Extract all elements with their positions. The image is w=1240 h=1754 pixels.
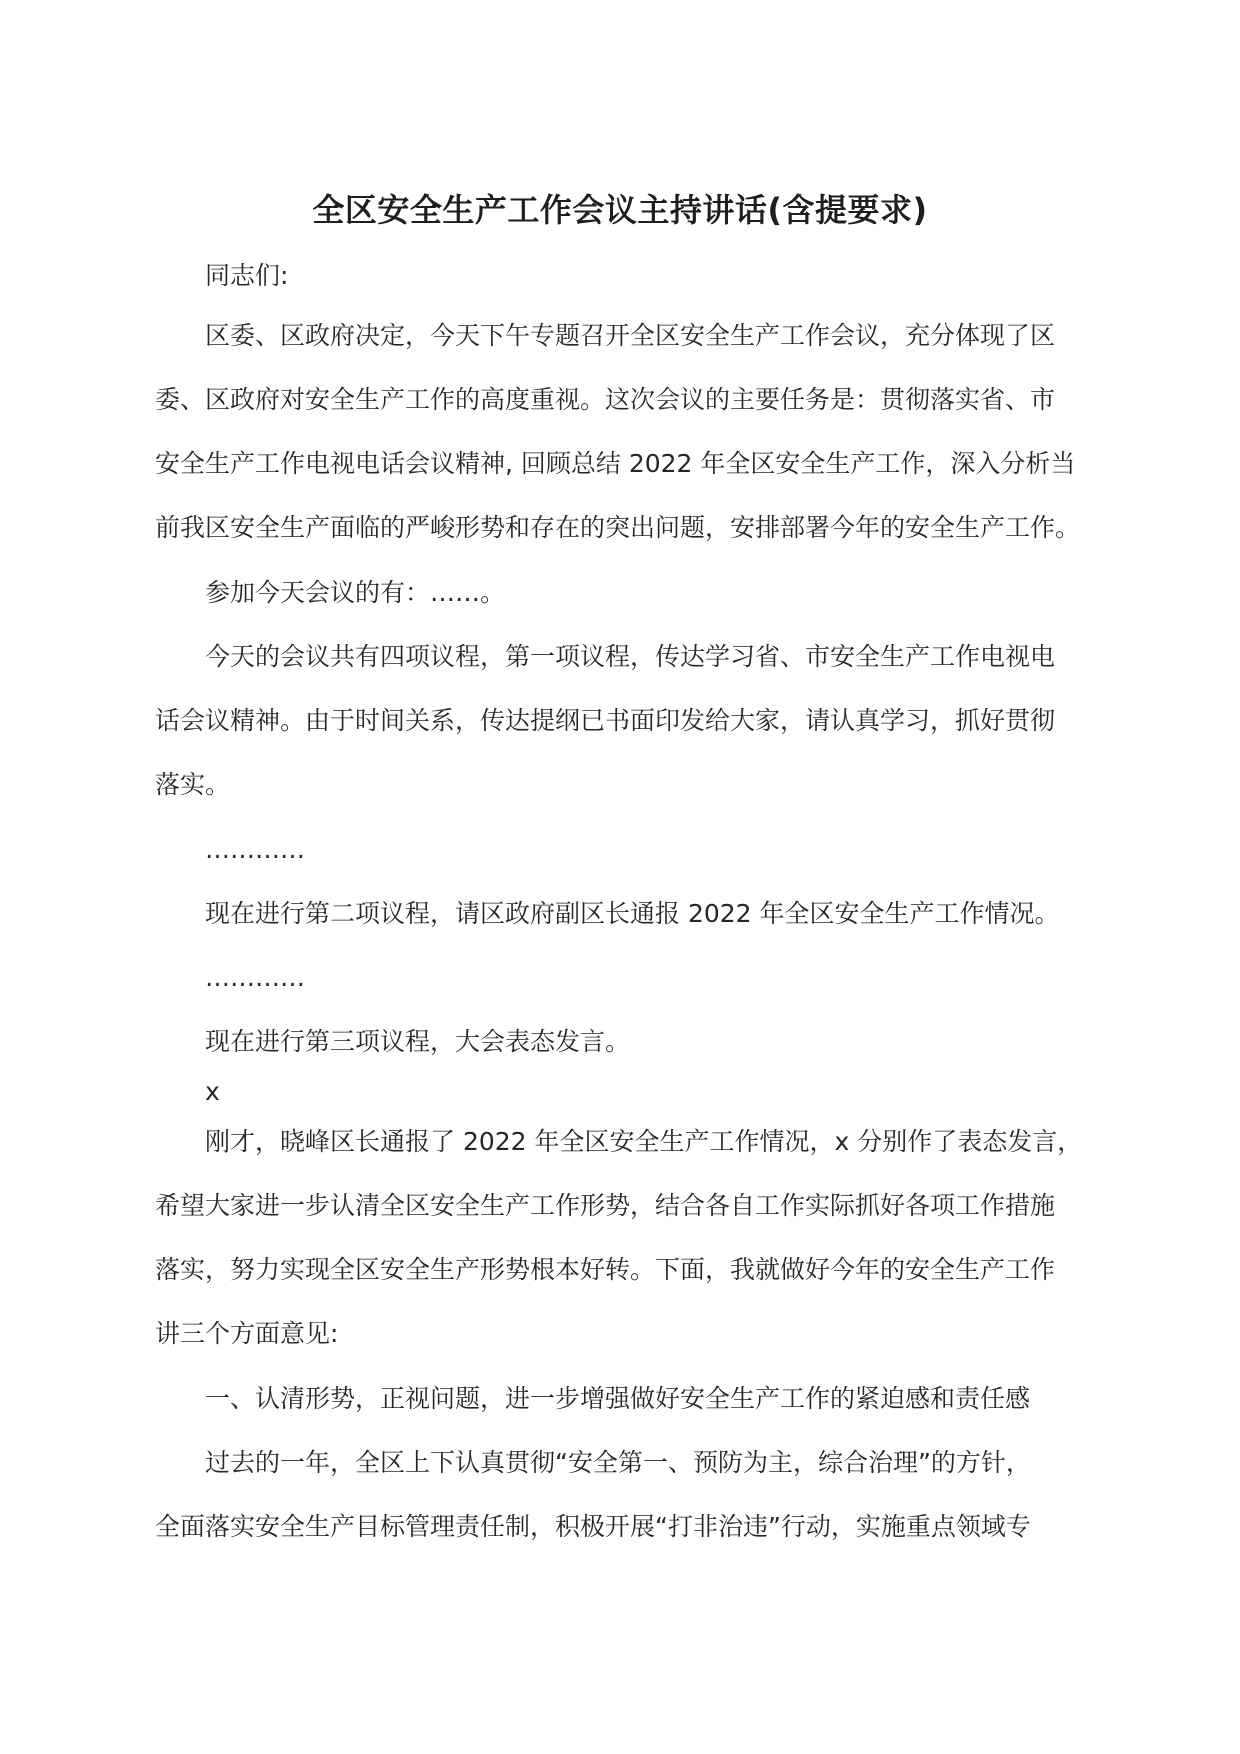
document-title: 全区安全生产工作会议主持讲话(含提要求) xyxy=(312,191,928,229)
paragraph-line: 落实。 xyxy=(155,770,231,799)
paragraph-line: 话会议精神。由于时间关系，传达提纲已书面印发给大家，请认真学习，抓好贯彻 xyxy=(155,706,1056,735)
paragraph-line: 讲三个方面意见: xyxy=(155,1319,339,1348)
paragraph-line: 落实，努力实现全区安全生产形势根本好转。下面，我就做好今年的安全生产工作 xyxy=(155,1255,1056,1284)
paragraph-line: 现在进行第二项议程，请区政府副区长通报 2022 年全区安全生产工作情况。 xyxy=(205,899,1060,928)
paragraph-line: 今天的会议共有四项议程，第一项议程，传达学习省、市安全生产工作电视电 xyxy=(205,642,1056,671)
paragraph-line: 区委、区政府决定，今天下午专题召开全区安全生产工作会议，充分体现了区 xyxy=(205,321,1056,350)
paragraph-line: 希望大家进一步认清全区安全生产工作形势，结合各自工作实际抓好各项工作措施 xyxy=(155,1191,1056,1220)
ellipsis-line: ………… xyxy=(205,963,305,992)
paragraph-line: 参加今天会议的有：……。 xyxy=(205,578,506,607)
ellipsis-line: ………… xyxy=(205,835,305,864)
paragraph-line: 安全生产工作电视电话会议精神, 回顾总结 2022 年全区安全生产工作，深入分析当 xyxy=(155,449,1076,478)
paragraph-line: 过去的一年，全区上下认真贯彻“安全第一、预防为主，综合治理”的方针， xyxy=(205,1448,1031,1477)
placeholder-line: x xyxy=(205,1077,220,1106)
section-heading: 一、认清形势，正视问题，进一步增强做好安全生产工作的紧迫感和责任感 xyxy=(205,1384,1031,1413)
paragraph-line: 刚才，晓峰区长通报了 2022 年全区安全生产工作情况，x 分别作了表态发言， xyxy=(205,1127,1083,1156)
salutation: 同志们: xyxy=(205,261,289,290)
paragraph-line: 现在进行第三项议程，大会表态发言。 xyxy=(205,1027,631,1056)
paragraph-line: 全面落实安全生产目标管理责任制，积极开展“打非治违”行动，实施重点领域专 xyxy=(155,1512,1031,1541)
paragraph-line: 委、区政府对安全生产工作的高度重视。这次会议的主要任务是：贯彻落实省、市 xyxy=(155,385,1056,414)
paragraph-line: 前我区安全生产面临的严峻形势和存在的突出问题，安排部署今年的安全生产工作。 xyxy=(155,513,1081,542)
